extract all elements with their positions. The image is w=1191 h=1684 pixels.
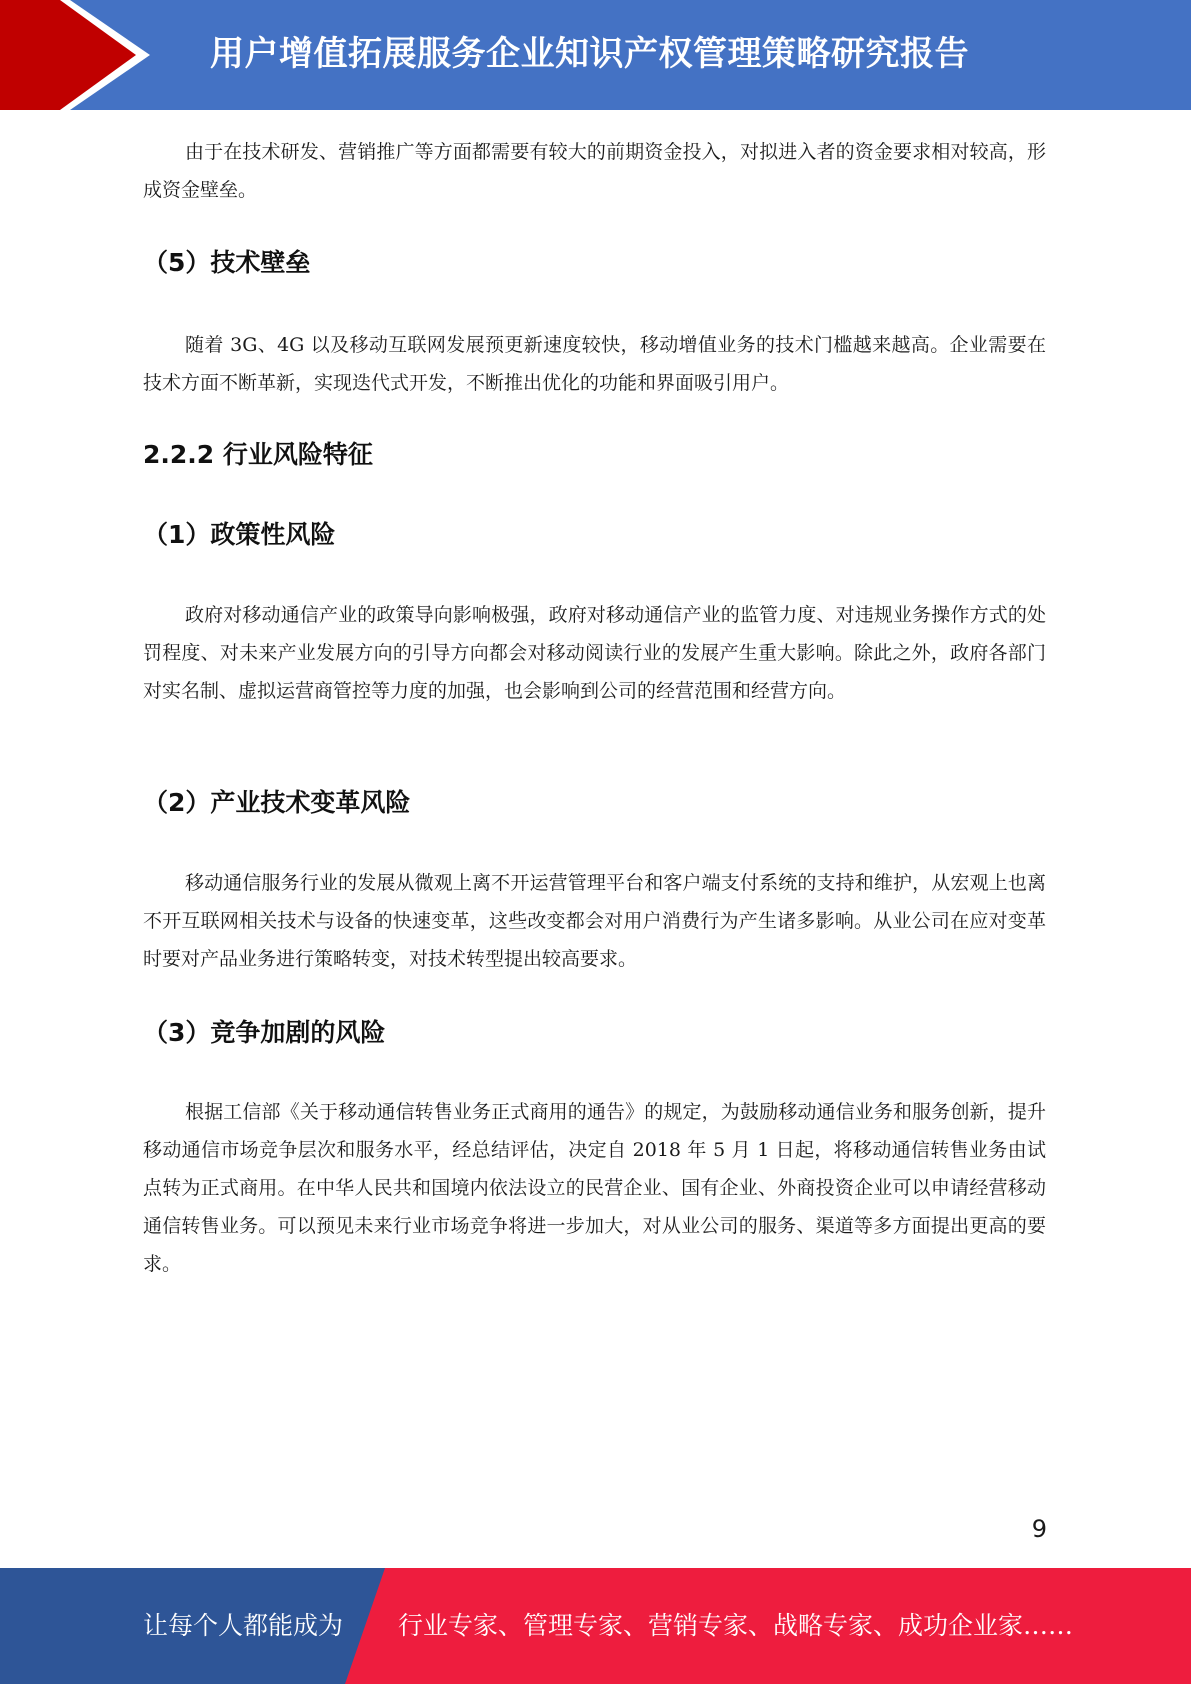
document-title: 用户增值拓展服务企业知识产权管理策略研究报告: [210, 34, 969, 74]
page-header: [0, 0, 1191, 110]
footer-slogan-right: 行业专家、管理专家、营销专家、战略专家、成功企业家……: [398, 1611, 1074, 1640]
heading-policy-risk: （1）政策性风险: [143, 520, 336, 549]
paragraph-policy-risk: 政府对移动通信产业的政策导向影响极强，政府对移动通信产业的监管力度、对违规业务操作方式的处罚程度、对未来产业发展方向的引导方向都会对移动阅读行业的发展产生重大影响。除此之外，政府各部门对实名制、虚拟运营商管控等力度的加强，也会影响到公司的经营范围和经营方向。: [143, 604, 1046, 702]
heading-tech-barrier: （5）技术壁垒: [143, 248, 311, 277]
heading-tech-change-risk: （2）产业技术变革风险: [143, 788, 411, 817]
paragraph-competition-risk: 根据工信部《关于移动通信转售业务正式商用的通告》的规定，为鼓励移动通信业务和服务创新，提升移动通信市场竞争层次和服务水平，经总结评估，决定自 2018 年 5 月 1 日起，将移动通信转售业务由试点转为正式商用。在中华人民共和国境内依法设立的民营企业、国有企业、外商投资企业可以申请经营移动通信转售业务。可以预见未来行业市场竞争将进一步加大，对从业公司的服务、渠道等多方面提出更高的要求。: [143, 1101, 1046, 1275]
page-number: 9: [1031, 1515, 1047, 1543]
paragraph-tech-barrier: 随着 3G、4G 以及移动互联网发展预更新速度较快，移动增值业务的技术门槛越来越高。企业需要在技术方面不断革新，实现迭代式开发，不断推出优化的功能和界面吸引用户。: [143, 334, 1046, 394]
heading-competition-risk: （3）竞争加剧的风险: [143, 1018, 386, 1047]
paragraph-tech-change-risk: 移动通信服务行业的发展从微观上离不开运营管理平台和客户端支付系统的支持和维护，从宏观上也离不开互联网相关技术与设备的快速变革，这些改变都会对用户消费行为产生诸多影响。从业公司在应对变革时要对产品业务进行策略转变，对技术转型提出较高要求。: [143, 872, 1046, 970]
footer-slogan-left: 让每个人都能成为: [143, 1611, 344, 1640]
page-footer: [0, 1568, 1191, 1684]
section-heading-risk-features: 2.2.2 行业风险特征: [143, 440, 373, 469]
paragraph-capital-barrier: 由于在技术研发、营销推广等方面都需要有较大的前期资金投入，对拟进入者的资金要求相对较高，形成资金壁垒。: [143, 141, 1046, 201]
